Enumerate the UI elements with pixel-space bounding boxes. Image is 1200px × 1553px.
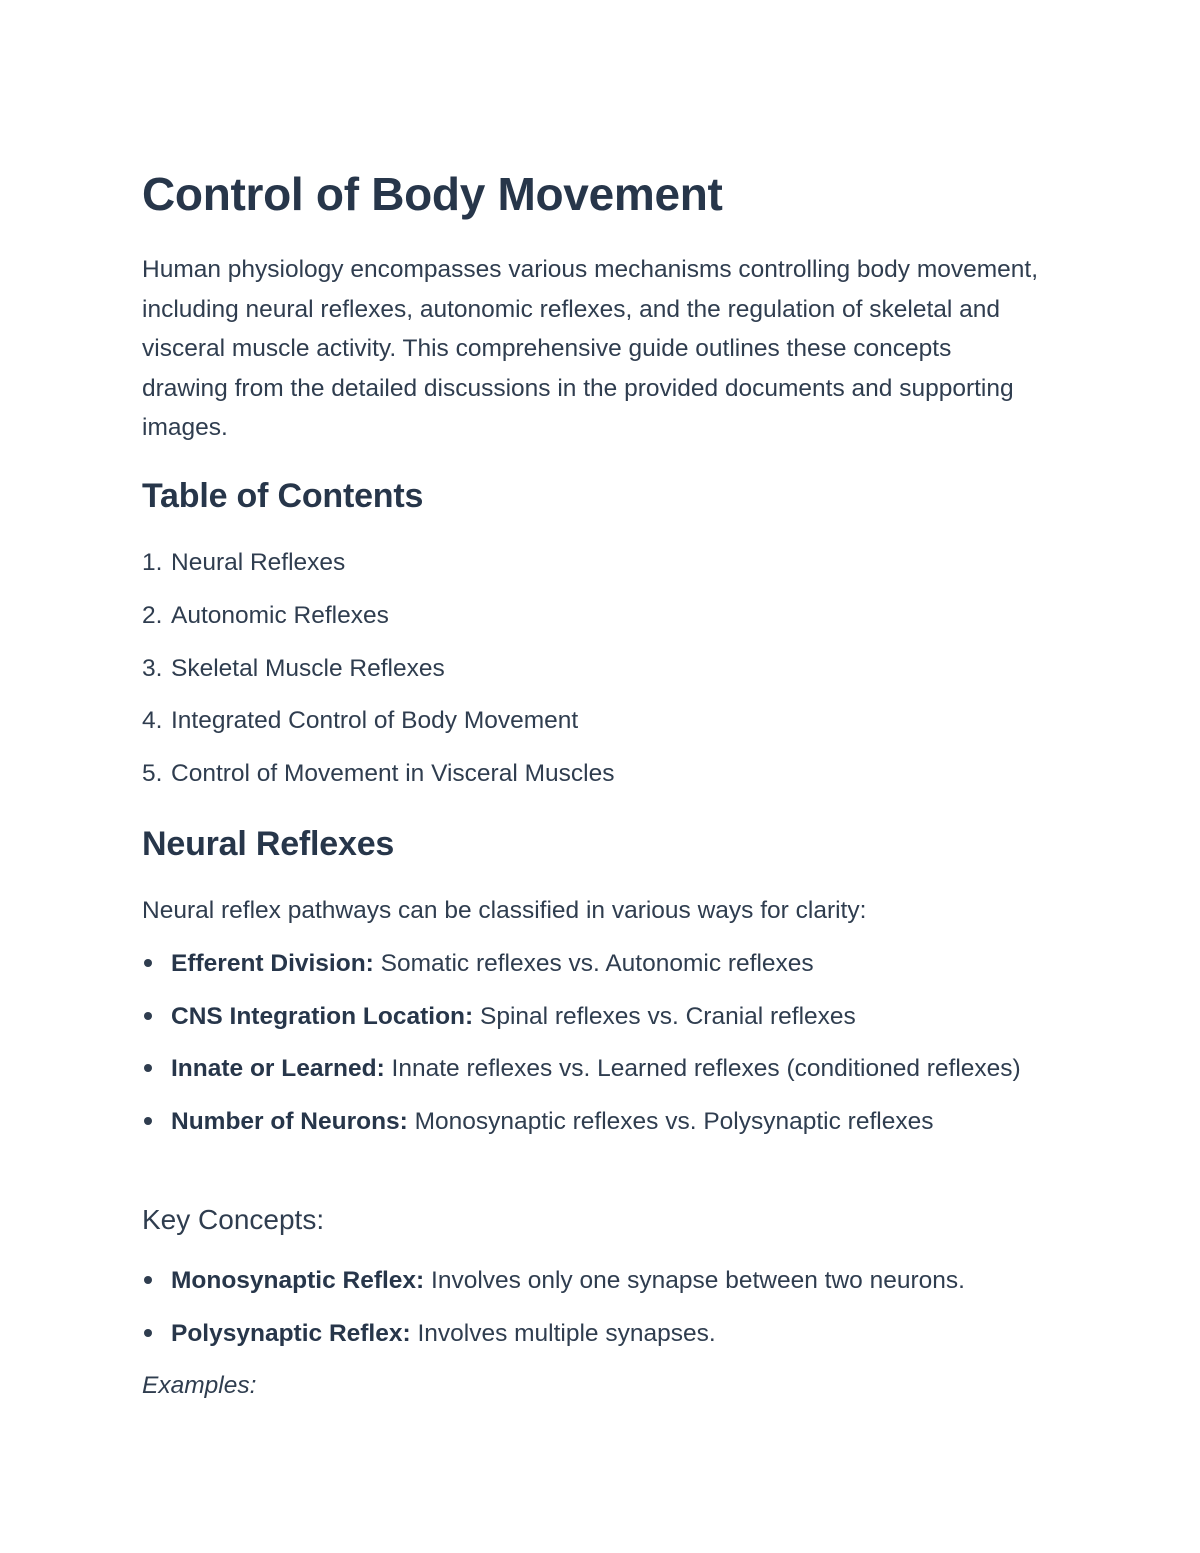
list-item-text: Monosynaptic reflexes vs. Polysynaptic reflexes (407, 1107, 934, 1135)
toc-item (142, 648, 614, 701)
toc-item (142, 595, 614, 648)
bullet-icon (144, 1117, 152, 1125)
toc-item-label: Skeletal Muscle Reflexes (171, 654, 445, 682)
toc-item (142, 700, 614, 753)
bullet-icon (144, 1064, 152, 1072)
toc-item (142, 753, 614, 806)
toc-item-number: 3. (142, 654, 163, 682)
list-item-term: Number of Neurons: (171, 1107, 408, 1135)
document-title: Control of Body Movement (142, 168, 723, 220)
toc-item-label: Control of Movement in Visceral Muscles (171, 760, 615, 788)
bullet-icon (144, 959, 152, 967)
classification-list (142, 944, 1022, 1154)
list-item (142, 1049, 1022, 1088)
bullet-icon (144, 1276, 152, 1284)
list-item-term: Efferent Division: (171, 950, 374, 977)
toc-item-number: 4. (142, 707, 163, 735)
key-concepts-list (142, 1261, 1022, 1366)
list-item-term: Monosynaptic Reflex: (171, 1267, 425, 1294)
toc-heading: Table of Contents (142, 477, 424, 515)
list-item-term: CNS Integration Location: (171, 1002, 474, 1030)
list-item (142, 1102, 1022, 1141)
toc-item (142, 542, 614, 595)
list-item (142, 997, 1022, 1036)
toc-item-number: 2. (142, 601, 163, 629)
list-item-text: Spinal reflexes vs. Cranial reflexes (473, 1002, 856, 1030)
list-item-text: Involves multiple synapses. (410, 1319, 716, 1347)
toc-item-label: Integrated Control of Body Movement (171, 707, 579, 735)
toc-item-label: Autonomic Reflexes (171, 601, 389, 629)
list-item-term: Polysynaptic Reflex: (171, 1319, 411, 1347)
bullet-icon (144, 1329, 152, 1337)
toc-item-number: 1. (142, 549, 163, 576)
key-concepts-heading: Key Concepts: (142, 1204, 325, 1235)
list-item-text: Innate reflexes vs. Learned reflexes (conditioned reflexes) (384, 1055, 1021, 1082)
toc-item-label: Neural Reflexes (171, 549, 346, 576)
examples-label: Examples: (142, 1372, 257, 1399)
list-item-text: Involves only one synapse between two neurons. (424, 1267, 965, 1294)
neural-reflexes-heading: Neural Reflexes (142, 825, 395, 863)
list-item (142, 1261, 1022, 1300)
toc-item-number: 5. (142, 760, 163, 788)
classification-lead: Neural reflex pathways can be classified in various ways for clarity: (142, 897, 867, 924)
intro-paragraph: Human physiology encompasses various mechanisms controlling body movement, including neural reflexes, autonomic reflexes, and the regulation of skeletal and visceral muscle activity. This comprehensive guide outlines these concepts drawing from the detailed discussions in the provided documents and supporting images. (142, 256, 1039, 441)
list-item-text: Somatic reflexes vs. Autonomic reflexes (373, 950, 814, 977)
table-of-contents (142, 542, 614, 806)
list-item (142, 944, 1022, 983)
bullet-icon (144, 1012, 152, 1020)
list-item (142, 1314, 1022, 1353)
list-item-term: Innate or Learned: (171, 1055, 385, 1082)
